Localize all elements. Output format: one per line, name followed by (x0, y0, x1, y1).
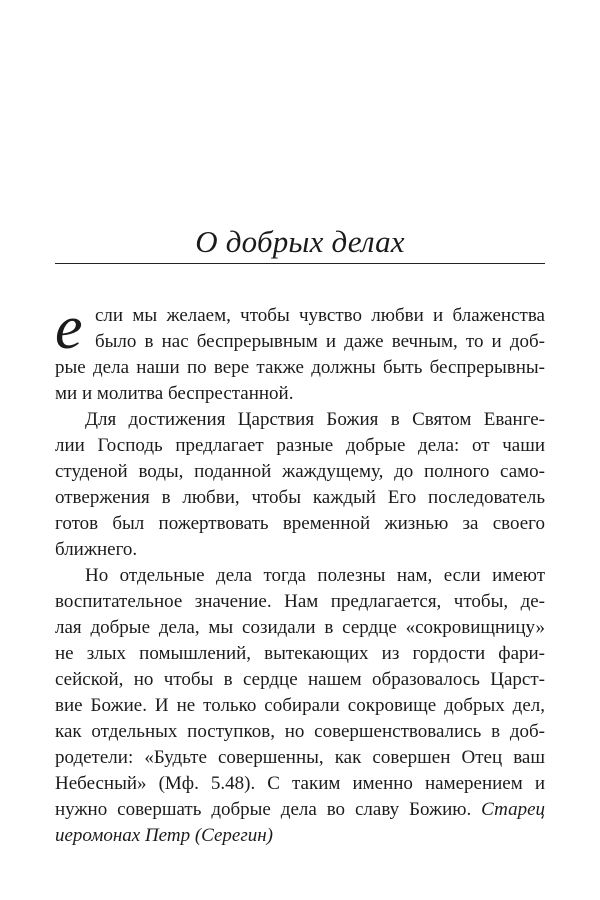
text-line: Для достижения Царствия Божия в Святом Еванге- (85, 409, 545, 430)
text-line: Небесный» (Мф. 5.48). С таким именно намерением и (55, 773, 545, 794)
text-line: родетели: «Будьте совершенны, как совершен Отец ваш (55, 747, 545, 768)
signature-name: иеромонах Петр (Серегин) (55, 825, 273, 846)
text-line: вие Божие. И не только собирали сокровище добрых дел, (55, 695, 545, 716)
text-line: воспитательное значение. Нам предлагается, чтобы, де- (55, 591, 545, 612)
text-line: лии Господь предлагает разные добрые дела: от чаши (55, 435, 545, 456)
signature-title: Старец (481, 799, 545, 820)
text-line: сейской, но чтобы в сердце нашем образовалось Царст- (55, 669, 545, 690)
text-line: отвержения в любви, чтобы каждый Его последователь (55, 487, 545, 508)
text-line: Но отдельные дела тогда полезны нам, если имеют (85, 565, 545, 586)
text-line: студеной воды, поданной жаждущему, до полного само- (55, 461, 545, 482)
article-body (55, 294, 545, 849)
text-line: сли мы желаем, чтобы чувство любви и блаженства (95, 305, 545, 326)
text-line: рые дела наши по вере также должны быть беспрерывны- (55, 357, 545, 378)
text-line (55, 797, 545, 823)
text-line: не злых помышлений, вытекающих из гордости фари- (55, 643, 545, 664)
chapter-title: О добрых делах (195, 224, 405, 259)
text-line: было в нас беспрерывным и даже вечным, то и доб- (95, 331, 545, 352)
drop-cap: е (55, 294, 83, 362)
title-rule (55, 263, 545, 264)
text-line: готов был пожертвовать временной жизнью за своего (55, 513, 545, 534)
text-line: ми и молитва беспрестанной. (55, 383, 294, 404)
text-line: как отдельных поступков, но совершенствовались в доб- (55, 721, 545, 742)
text-line: ближнего. (55, 539, 138, 560)
text-line: лая добрые дела, мы созидали в сердце «сокровищницу» (55, 617, 545, 638)
text-line-content: нужно совершать добрые дела во славу Божию. (55, 799, 472, 820)
